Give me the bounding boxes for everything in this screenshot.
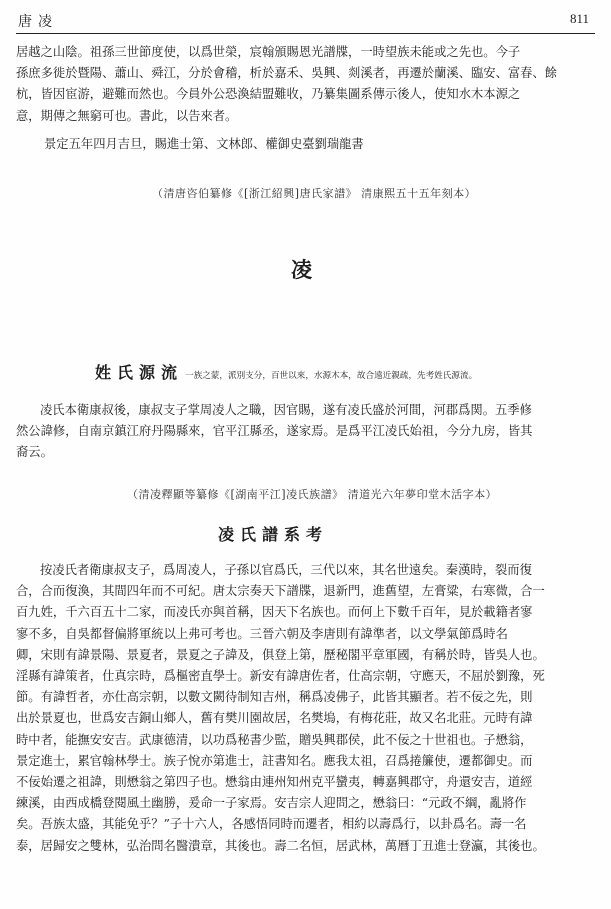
- running-header-title: 唐凌: [18, 14, 58, 30]
- text-line: 凌氏本衛康叔後，康叔支子掌周凌人之職，因官賜，遂有凌氏盛於河間，河郡爲関。五季修: [40, 403, 532, 417]
- genealogy-section-heading: 凌氏譜系考: [218, 525, 329, 544]
- text-line: 景定進士，累官翰林學士。族子悅亦第進士，註書知名。應我太祖，召爲捲簾使，遷都御史。而: [16, 753, 533, 768]
- text-line: 節。有諱哲者，亦仕高宗朝，以數文闕待制知吉州，稱爲凌佛子，此皆其顯者。若不佞之先，則: [16, 690, 533, 705]
- origin-paragraph: [16, 400, 594, 464]
- text-line: 孫庶多徙於暨陽、蕭山、舜江，分於會稽，析於嘉禾、吳興、剡溪者，再遷於蘭溪、臨安、富春、餘: [16, 66, 558, 81]
- text-line: 居越之山陰。祖孫三世節度使，以爲世榮，宸翰頒賜恩光譜牒，一時望族未能或之先也。今子: [16, 45, 521, 59]
- text-line: 意，期傳之無窮可也。書此，以告來者。: [16, 108, 238, 123]
- text-line: 杭，皆因宦游，避難而然也。今員外公恐渙結盟難收，乃纂集圖系傳示後人，使知水木本源之: [16, 87, 521, 102]
- origin-section-heading: [95, 360, 477, 383]
- header-rule: [16, 33, 595, 34]
- text-line: 不佞始遷之祖諱，則懋翁之第四子也。懋翁由連州知州克平蠻夷，轉嘉興郡守，舟還安吉，道經: [16, 775, 533, 790]
- text-line: 合，合而復渙，其間四年而不可紀。唐太宗奏天下譜牒，退新門，進舊望，左膏粱，右寒微，合一: [16, 584, 545, 599]
- text-line: 矣。吾族太盛，其能免乎？”子十六人，各感悟同時而遷者，相約以壽爲行，以卦爲名。壽一名: [16, 817, 527, 832]
- signature-line: 景定五年四月吉旦，賜進士第、文林郎、權御史臺劉瑞龍書: [44, 137, 364, 151]
- genealogy-paragraph: [16, 560, 594, 857]
- surname-heading: 凌: [291, 257, 312, 282]
- origin-heading-note: 一族之蒙，派別支分，百世以來，水源木本，故合遠近親疏，先考姓氏源流。: [185, 371, 478, 381]
- origin-source-citation: （清凌釋顯等纂修《[湖南平江]凌氏族譜》 清道光六年夢印堂木活字本）: [127, 488, 498, 501]
- text-line: 寥不多，自吳都督偏將軍統以上弗可考也。三晉六朝及李唐則有諱準者，以文學氣節爲時名: [16, 626, 508, 641]
- text-line: 出於景夏也，世爲安吉銅山鄉人，舊有樊川園故居，名樊塢，有梅花莊，故又名北莊。元時有諱: [16, 711, 533, 726]
- text-line: 裔云。: [16, 445, 53, 460]
- text-line: 泰，居歸安之雙林，弘治問名醫潰章，其後也。壽二名恒，居武林，萬曆丁丑進士登瀛，其後也。: [16, 838, 545, 853]
- tang-ending-paragraph: [16, 42, 594, 127]
- text-line: 時中者，能撫安安吉。武康德清，以功爲秘書少監，贈吳興郡侯，此不佞之十世祖也。子懋翁，: [16, 732, 533, 747]
- tang-source-citation: （清唐咨伯纂修《[浙江紹興]唐氏家譜》 清康熙五十五年刻本）: [152, 187, 477, 200]
- text-line: 然公諱修，自南京鎮江府丹陽縣來，官平江縣丞，遂家焉。是爲平江凌氏始祖，今分九房，皆其: [16, 424, 533, 439]
- tang-signature: [44, 134, 594, 155]
- text-line: 卿，宋則有諱景陽、景夏者，景夏之子諱及，俱登上第，歷秘閣平章軍國，有稱於時，皆吳人也。: [16, 647, 545, 662]
- text-line: 百九姓，千六百五十二家，而凌氏亦與首稱，因天下名族也。而何上下數千百年，見於載籍者寥: [16, 605, 533, 620]
- origin-heading-text: 姓氏源流: [95, 363, 184, 382]
- text-line: 淫縣有諱策者，仕真宗時，爲樞密直學士。新安有諱唐佐者，仕高宗朝，守應天，不屈於劉豫，死: [16, 669, 545, 684]
- text-line: 按凌氏者衛康叔支子，爲周凌人，子孫以官爲氏，三代以來，其名世遠矣。秦漢時，裂而復: [40, 563, 532, 577]
- page-number: 811: [569, 11, 589, 26]
- text-line: 練溪，由西成橋登閱風土幽勝，爰命一子家焉。安吉宗人迎問之，懋翁曰：“元政不綱，亂將作: [16, 796, 527, 811]
